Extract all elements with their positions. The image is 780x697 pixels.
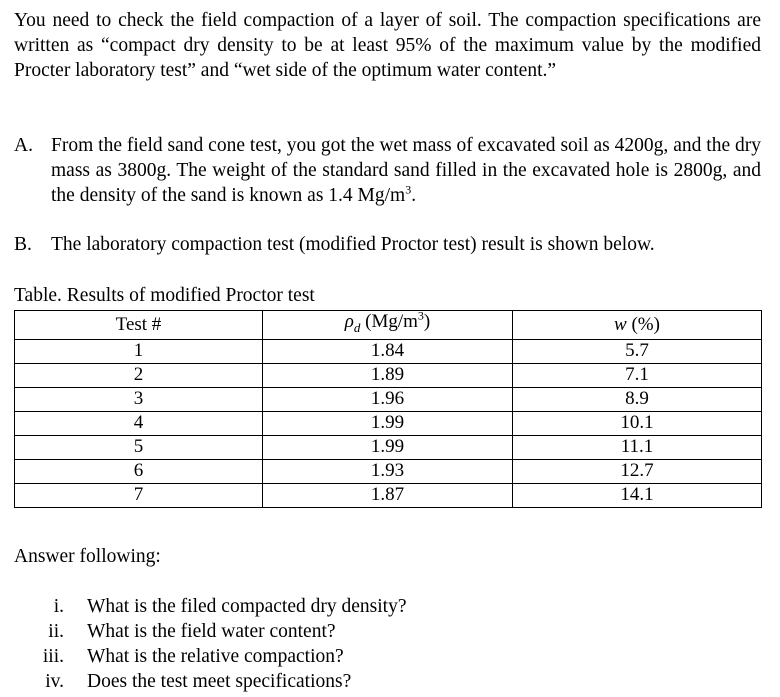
part-a-text [51, 133, 761, 208]
question-item [14, 619, 761, 644]
question-item [14, 644, 761, 669]
cell-rho: 1.99 [263, 411, 513, 435]
table-row [15, 411, 762, 435]
question-number: i. [53, 596, 64, 617]
table-row [15, 363, 762, 387]
cell-test: 2 [15, 363, 263, 387]
part-b-text: The laboratory compaction test (modified Proctor test) result is shown below. [51, 234, 655, 255]
cell-test: 5 [15, 435, 263, 459]
cell-w: 12.7 [513, 459, 762, 483]
cell-test: 6 [15, 459, 263, 483]
table-row [15, 339, 762, 363]
question-text: Does the test meet specifications? [87, 671, 352, 692]
cell-test: 3 [15, 387, 263, 411]
cell-rho: 1.84 [263, 339, 513, 363]
part-a-letter: A. [14, 135, 33, 156]
proctor-results-table [14, 310, 762, 508]
part-b-letter: B. [14, 234, 32, 255]
question-item [14, 669, 761, 694]
rho-subscript: d [353, 319, 361, 335]
question-list [14, 594, 761, 694]
question-number: iv. [45, 671, 64, 692]
table-row [15, 459, 762, 483]
question-text: What is the relative compaction? [87, 646, 344, 667]
header-water-content [513, 311, 762, 340]
cell-rho: 1.96 [263, 387, 513, 411]
part-a-text-end: . [411, 185, 417, 206]
rho-unit: (Mg/m [360, 311, 418, 332]
part-a [14, 133, 761, 208]
header-test: Test # [15, 311, 263, 340]
part-a-text-main: From the field sand cone test, you got the wet mass of excavated soil as 4200g, and the dry mass as 3800g. The weight of the standard sand filled in the excavated hole is 2800g, and the density of the sand is known as 1.4 Mg/m [51, 135, 761, 206]
table-row [15, 387, 762, 411]
table-row [15, 435, 762, 459]
question-text: What is the filed compacted dry density? [87, 596, 407, 617]
cell-w: 10.1 [513, 411, 762, 435]
cell-test: 1 [15, 339, 263, 363]
cell-w: 8.9 [513, 387, 762, 411]
cell-rho: 1.89 [263, 363, 513, 387]
cell-test: 4 [15, 411, 263, 435]
cell-rho: 1.99 [263, 435, 513, 459]
cell-w: 11.1 [513, 435, 762, 459]
part-b [14, 232, 761, 257]
question-item [14, 594, 761, 619]
rho-unit-close: ) [423, 311, 431, 332]
rho-unit-superscript: 3 [417, 308, 424, 323]
cell-w: 5.7 [513, 339, 762, 363]
cell-test: 7 [15, 483, 263, 507]
cell-w: 14.1 [513, 483, 762, 507]
question-number: iii. [42, 646, 64, 667]
cell-w: 7.1 [513, 363, 762, 387]
question-number: ii. [48, 621, 64, 642]
cell-rho: 1.93 [263, 459, 513, 483]
part-a-superscript: 3 [405, 182, 412, 197]
question-text: What is the field water content? [87, 621, 336, 642]
answer-heading: Answer following: [14, 546, 161, 567]
table-caption: Table. Results of modified Proctor test [14, 285, 315, 306]
rho-symbol [344, 311, 361, 335]
table-row [15, 483, 762, 507]
cell-rho: 1.87 [263, 483, 513, 507]
w-symbol: w [614, 313, 627, 335]
intro-paragraph: You need to check the field compaction of a layer of soil. The compaction specifications are written as “compact dry density to be at least 95% of the maximum value by the modified Procter laboratory test” and “wet side of the optimum water content.” [14, 10, 761, 81]
table-header-row [15, 311, 762, 340]
w-unit: (%) [626, 313, 660, 335]
rho-letter: ρ [344, 311, 354, 332]
header-dry-density [263, 308, 513, 340]
